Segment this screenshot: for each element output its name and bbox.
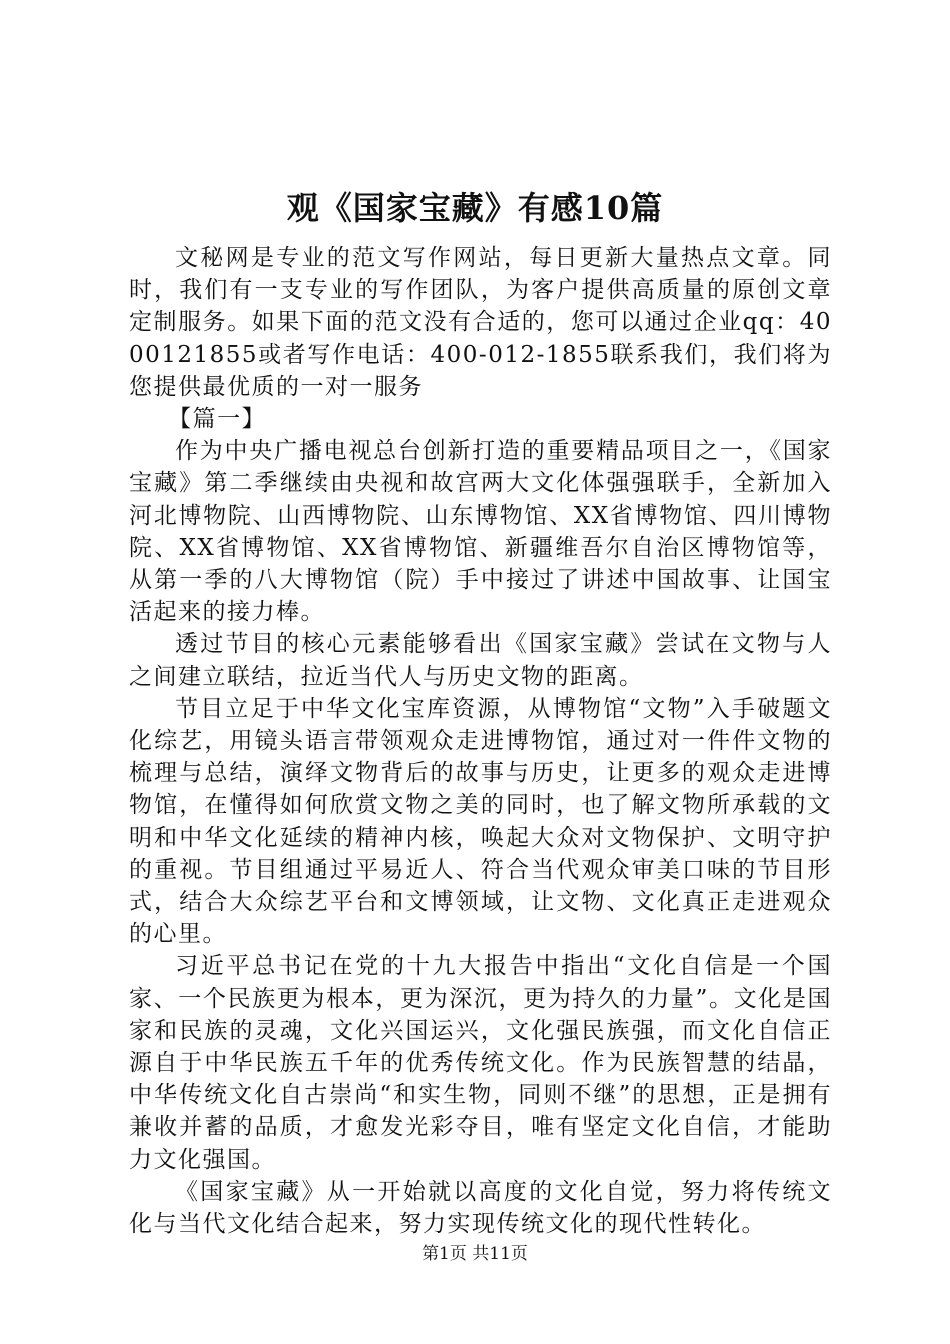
page-number-footer: 第1页 共11页 — [422, 1244, 528, 1264]
body-paragraph-2: 透过节目的核心元素能够看出《国家宝藏》尝试在文物与人之间建立联结，拉近当代人与历史文物的距离。 — [129, 631, 832, 690]
body-paragraph-3: 节目立足于中华文化宝库资源，从博物馆“文物”入手破题文化综艺，用镜头语言带领观众走进博物馆，通过对一件件文物的梳理与总结，演绎文物背后的故事与历史，让更多的观众走进博物馆，在懂得如何欣赏文物之美的同时，也了解文物所承载的文明和中华文化延续的精神内核，唤起大众对文物保护、文明守护的重视。节目组通过平易近人、符合当代观众审美口味的节目形式，结合大众综艺平台和文博领域，让文物、文化真正走进观众的心里。 — [129, 695, 832, 948]
document-title: 观《国家宝藏》有感10篇 — [286, 189, 664, 227]
document-body — [129, 242, 832, 1240]
body-paragraph-4: 习近平总书记在党的十九大报告中指出“文化自信是一个国家、一个民族更为根本，更为深沉，更为持久的力量”。文化是国家和民族的灵魂，文化兴国运兴，文化强民族强，而文化自信正源自于中华民族五千年的优秀传统文化。作为民族智慧的结晶，中华传统文化自古崇尚“和实生物，同则不继”的思想，正是拥有兼收并蓄的品质，才愈发光彩夺目，唯有坚定文化自信，才能助力文化强国。 — [129, 953, 832, 1173]
body-paragraph-1: 作为中央广播电视总台创新打造的重要精品项目之一，《国家宝藏》第二季继续由央视和故宫两大文化体强强联手，全新加入河北博物院、山西博物院、山东博物馆、XX省博物馆、四川博物院、XX省博物馆、XX省博物馆、新疆维吾尔自治区博物馆等，从第一季的八大博物馆（院）手中接过了讲述中国故事、让国宝活起来的接力棒。 — [129, 438, 832, 626]
body-paragraph-5: 《国家宝藏》从一开始就以高度的文化自觉，努力将传统文化与当代文化结合起来，努力实现传统文化的现代性转化。 — [129, 1178, 832, 1238]
section-heading: 【篇一】 — [168, 406, 267, 433]
intro-paragraph: 文秘网是专业的范文写作网站，每日更新大量热点文章。同时，我们有一支专业的写作团队，为客户提供高质量的原创文章定制服务。如果下面的范文没有合适的，您可以通过企业qq：4000121855或者写作电话：400-012-1855联系我们，我们将为您提供最优质的一对一服务 — [129, 245, 832, 400]
